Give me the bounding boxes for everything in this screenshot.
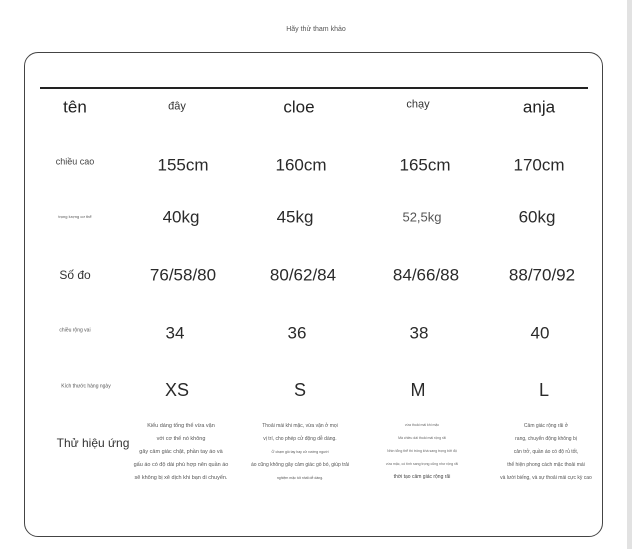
fit-note-2-line: Ở chạm gió tay hay cử xướng người — [271, 450, 329, 454]
scroll-edge — [627, 0, 632, 549]
fit-note-2-line: áo cũng không gây cảm giác gò bó, giúp trải — [250, 462, 350, 468]
fit-note-1-line: với cơ thể nó không — [156, 436, 206, 442]
header-divider — [40, 87, 588, 89]
row-label-measurements: Số đo — [59, 268, 91, 282]
fit-note-1-line: sẽ không bị xê dịch khi bạn di chuyển. — [134, 475, 228, 481]
fit-note-3-line: thời tạo cảm giác rộng rãi — [393, 474, 451, 480]
fit-note-1-line: Kiểu dáng tổng thể vừa vặn — [147, 423, 215, 429]
fit-note-4-line: rang, chuyển động không bị — [515, 436, 577, 442]
fit-note-4-line: Cảm giác rộng rãi ở — [523, 423, 569, 429]
fit-note-4 — [500, 420, 592, 485]
model-name-4: anja — [522, 97, 556, 117]
fit-note-1-line: gấu áo có độ dài phù hợp nên quần áo — [133, 462, 229, 468]
height-value-1: 155cm — [157, 155, 209, 175]
fit-note-2-line: nghiệm mặc tốt nhất dễ dàng. — [276, 476, 324, 480]
measurement-value-2: 80/62/84 — [269, 265, 337, 285]
shoulder-value-2: 36 — [287, 323, 307, 343]
shoulder-value-4: 40 — [530, 323, 550, 343]
row-label-fit: Thử hiệu ứng — [56, 436, 130, 450]
fit-note-4-line: cản trở, quần áo có độ rủ tốt, — [513, 449, 579, 455]
weight-value-2: 45kg — [276, 207, 314, 227]
column-header-label: tên — [63, 97, 87, 117]
height-value-2: 160cm — [275, 155, 327, 175]
fit-note-1 — [134, 420, 229, 485]
measurement-value-1: 76/58/80 — [149, 265, 217, 285]
page-caption: Hãy thử tham khảo — [286, 26, 346, 33]
row-label-height: chiều cao — [55, 156, 95, 167]
height-value-3: 165cm — [399, 155, 451, 175]
fit-note-3-line: vừa thoải mái khi mặc — [404, 423, 440, 427]
fit-note-4-line: và lười biếng, và sự thoải mái cực kỳ cao — [500, 475, 592, 481]
row-label-daily-size: Kích thước hàng ngày — [61, 383, 111, 390]
fit-note-2-line: vị trí, cho phép cử động dễ dàng. — [263, 436, 337, 442]
fit-note-4-line: thể hiện phong cách mặc thoải mái — [507, 462, 585, 468]
model-name-3: chạy — [406, 98, 430, 111]
fit-note-3 — [386, 419, 458, 484]
fit-note-1-line: gây cảm giác chật, phần tay áo và — [139, 449, 223, 455]
height-value-4: 170cm — [513, 155, 565, 175]
row-label-weight: trọng lượng cơ thể — [58, 214, 92, 219]
weight-value-3: 52,5kg — [402, 209, 442, 225]
model-name-1: đây — [168, 100, 186, 113]
shoulder-value-1: 34 — [165, 323, 185, 343]
fit-note-2-line: Thoải mái khi mặc, vừa vặn ở mọi — [262, 423, 338, 429]
model-name-2: cloe — [283, 97, 315, 117]
measurement-value-3: 84/66/88 — [392, 265, 460, 285]
fit-note-3-line: vừa mặc, có tính sang trọng cũng như rộng rãi — [385, 462, 459, 466]
size-value-1: XS — [164, 380, 190, 400]
fit-note-3-line: Nhìn tổng thể thì trông khá sang trọng bởi độ — [387, 449, 457, 453]
measurement-value-4: 88/70/92 — [508, 265, 576, 285]
weight-value-1: 40kg — [162, 207, 200, 227]
size-value-4: L — [538, 380, 550, 400]
weight-value-4: 60kg — [518, 207, 556, 227]
row-label-shoulder: chiều rộng vai — [59, 327, 91, 334]
fit-note-2 — [251, 420, 349, 485]
size-value-2: S — [293, 380, 307, 400]
fit-note-3-line: Mà chiều dài thoải mái rộng rãi — [398, 436, 446, 440]
shoulder-value-3: 38 — [409, 323, 429, 343]
size-value-3: M — [410, 380, 426, 400]
